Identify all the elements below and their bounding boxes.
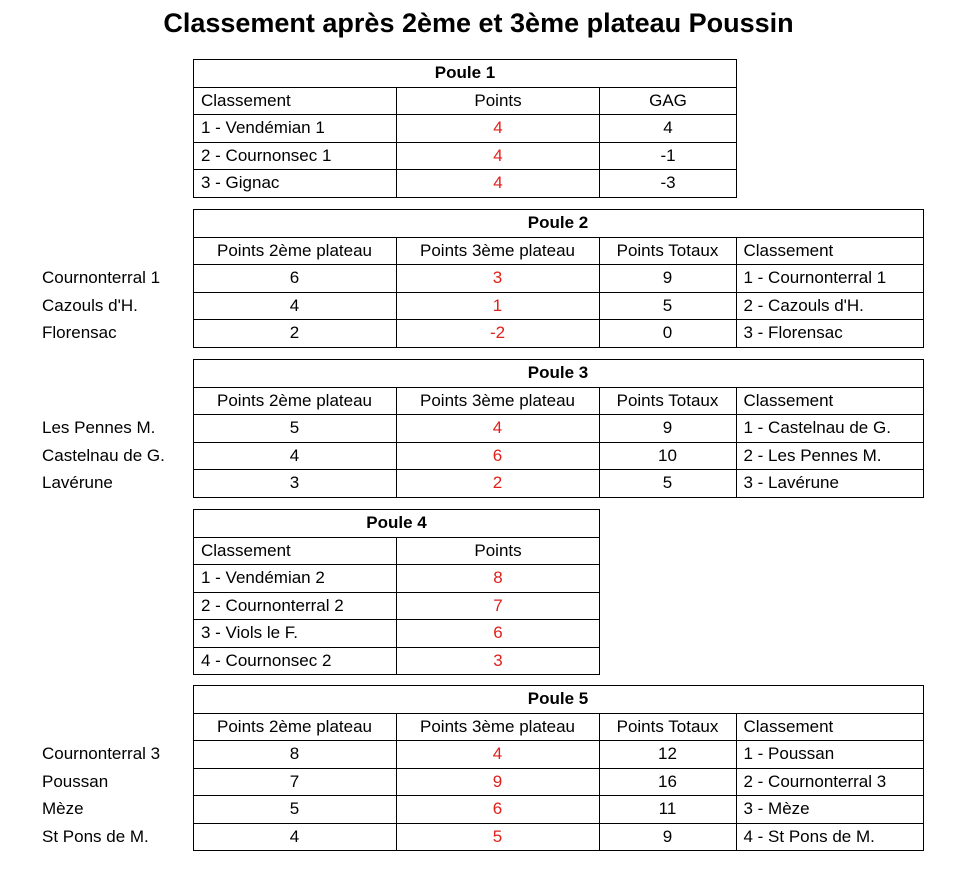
poule-4-title: Poule 4 (194, 510, 600, 538)
table-row (35, 442, 923, 470)
classement-cell: 3 - Gignac (194, 170, 397, 198)
points-2-cell: 6 (193, 265, 396, 293)
column-header: Classement (736, 237, 923, 265)
classement-cell: 4 - Cournonsec 2 (194, 647, 397, 675)
team-label: Cournonterral 3 (42, 744, 161, 764)
points-cell: 3 (397, 647, 600, 675)
column-header: Points (397, 537, 600, 565)
table-row (194, 170, 737, 198)
points-3-cell: 1 (396, 292, 599, 320)
points-total-cell: 5 (599, 292, 736, 320)
classement-cell: 1 - Castelnau de G. (736, 415, 923, 443)
points-total-cell: 9 (599, 415, 736, 443)
page-title: Classement après 2ème et 3ème plateau Poussin (163, 8, 794, 38)
team-label: Les Pennes M. (42, 418, 156, 438)
team-label: Castelnau de G. (42, 445, 165, 465)
column-header: Points 2ème plateau (193, 387, 396, 415)
poule-2-title: Poule 2 (193, 210, 923, 238)
classement-cell: 3 - Florensac (736, 320, 923, 348)
classement-cell: 2 - Cazouls d'H. (736, 292, 923, 320)
column-header: Points 3ème plateau (396, 387, 599, 415)
table-row (35, 415, 923, 443)
column-header: Points 2ème plateau (193, 713, 396, 741)
table-row (194, 592, 600, 620)
classement-cell: 1 - Cournonterral 1 (736, 265, 923, 293)
table-row (194, 647, 600, 675)
points-cell: 8 (397, 565, 600, 593)
points-2-cell: 8 (193, 741, 396, 769)
column-header: Points 2ème plateau (193, 237, 396, 265)
points-total-cell: 12 (599, 741, 736, 769)
points-total-cell: 16 (599, 768, 736, 796)
classement-cell: 2 - Cournonsec 1 (194, 142, 397, 170)
table-row (35, 470, 923, 498)
classement-cell: 4 - St Pons de M. (736, 823, 923, 851)
points-total-cell: 9 (599, 265, 736, 293)
poule-1-title: Poule 1 (194, 60, 737, 88)
column-header: Classement (736, 713, 923, 741)
team-label: Lavérune (42, 473, 113, 493)
points-2-cell: 7 (193, 768, 396, 796)
column-header: GAG (600, 87, 737, 115)
poule-2-table (35, 209, 924, 348)
team-label: Florensac (42, 323, 117, 343)
table-row (35, 292, 923, 320)
poule-3-table (35, 359, 924, 498)
points-2-cell: 4 (193, 823, 396, 851)
team-label: Mèze (42, 799, 84, 819)
table-row (194, 142, 737, 170)
points-2-cell: 2 (193, 320, 396, 348)
classement-cell: 1 - Vendémian 2 (194, 565, 397, 593)
points-total-cell: 5 (599, 470, 736, 498)
poule-4-table (193, 509, 600, 675)
points-cell: 4 (397, 142, 600, 170)
gag-cell: 4 (600, 115, 737, 143)
poule-1-table (193, 59, 737, 198)
points-3-cell: 2 (396, 470, 599, 498)
column-header: Classement (194, 537, 397, 565)
column-header: Points (397, 87, 600, 115)
classement-cell: 1 - Poussan (736, 741, 923, 769)
points-2-cell: 4 (193, 442, 396, 470)
classement-cell: 3 - Mèze (736, 796, 923, 824)
column-header: Points 3ème plateau (396, 713, 599, 741)
points-3-cell: 6 (396, 796, 599, 824)
poule-5-table (35, 685, 924, 851)
column-header: Points Totaux (599, 237, 736, 265)
gag-cell: -1 (600, 142, 737, 170)
classement-cell: 2 - Les Pennes M. (736, 442, 923, 470)
points-2-cell: 4 (193, 292, 396, 320)
table-row (35, 823, 923, 851)
table-row (35, 265, 923, 293)
table-row (35, 741, 923, 769)
points-3-cell: 4 (396, 415, 599, 443)
classement-cell: 3 - Viols le F. (194, 620, 397, 648)
gag-cell: -3 (600, 170, 737, 198)
team-label: Cournonterral 1 (42, 268, 161, 288)
points-total-cell: 11 (599, 796, 736, 824)
table-row (194, 115, 737, 143)
points-cell: 6 (397, 620, 600, 648)
points-total-cell: 0 (599, 320, 736, 348)
poule-3-title: Poule 3 (193, 360, 923, 388)
points-cell: 4 (397, 170, 600, 198)
classement-cell: 3 - Lavérune (736, 470, 923, 498)
column-header: Classement (194, 87, 397, 115)
table-row (35, 320, 923, 348)
table-row (194, 565, 600, 593)
column-header: Points Totaux (599, 713, 736, 741)
points-3-cell: 9 (396, 768, 599, 796)
points-3-cell: 4 (396, 741, 599, 769)
points-total-cell: 10 (599, 442, 736, 470)
points-2-cell: 3 (193, 470, 396, 498)
points-2-cell: 5 (193, 415, 396, 443)
classement-cell: 1 - Vendémian 1 (194, 115, 397, 143)
table-row (35, 768, 923, 796)
classement-cell: 2 - Cournonterral 3 (736, 768, 923, 796)
points-total-cell: 9 (599, 823, 736, 851)
points-3-cell: 3 (396, 265, 599, 293)
team-label: Poussan (42, 771, 109, 791)
poule-5-title: Poule 5 (193, 686, 923, 714)
points-3-cell: 5 (396, 823, 599, 851)
classement-cell: 2 - Cournonterral 2 (194, 592, 397, 620)
table-row (35, 796, 923, 824)
table-row (194, 620, 600, 648)
column-header: Points 3ème plateau (396, 237, 599, 265)
column-header: Points Totaux (599, 387, 736, 415)
points-3-cell: 6 (396, 442, 599, 470)
points-cell: 7 (397, 592, 600, 620)
team-label: St Pons de M. (42, 826, 149, 846)
column-header: Classement (736, 387, 923, 415)
points-3-cell: -2 (396, 320, 599, 348)
points-2-cell: 5 (193, 796, 396, 824)
points-cell: 4 (397, 115, 600, 143)
team-label: Cazouls d'H. (42, 295, 138, 315)
